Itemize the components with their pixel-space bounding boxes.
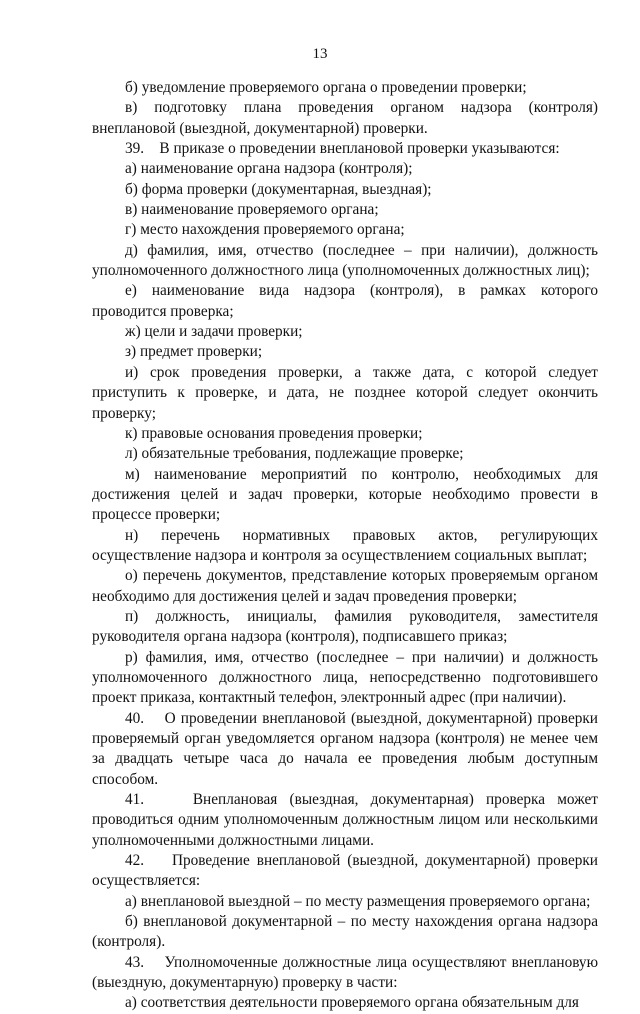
clause-39-item-e: е) наименование вида надзора (контроля), в рамках которого проводится проверка; — [92, 282, 598, 320]
clause-42-item-a: а) внеплановой выездной – по месту размещения проверяемого органа; — [125, 892, 591, 910]
clause-39-item-l: л) обязательные требования, подлежащие проверке; — [125, 445, 464, 463]
clause-43: 43. Уполномоченные должностные лица осуществляют внеплановую (выездную, документарную) проверку в части: — [92, 953, 598, 992]
clause-39-item-n: н) перечень нормативных правовых актов, регулирующих осуществление надзора и контроля за осуществлением социальных выплат; — [92, 526, 598, 564]
clause-39-item-d: д) фамилия, имя, отчество (последнее – при наличии), должность уполномоченного должностного лица (уполномоченных должностных лиц); — [92, 241, 598, 280]
paragraph-b-notification: б) уведомление проверяемого органа о проведении проверки; — [125, 79, 527, 96]
clause-39-item-r: р) фамилия, имя, отчество (последнее – при наличии) и должность уполномоченного должностного лица, непосредственно подготовившего проект приказа, контактный телефон, электронный адрес (при наличии). — [92, 648, 598, 707]
clause-39-item-b: б) форма проверки (документарная, выездная); — [125, 180, 432, 198]
clause-39-item-o: о) перечень документов, представление которых проверяемым органом необходимо для достижения целей и задач проведения проверки; — [92, 567, 598, 605]
clause-39-item-k: к) правовые основания проведения проверки; — [125, 424, 423, 442]
clause-39-item-m: м) наименование мероприятий по контролю, необходимых для достижения целей и задач проверки, которые необходимо провести в процессе проверки; — [92, 465, 598, 524]
clause-39-item-z: з) предмет проверки; — [125, 343, 263, 361]
clause-39-item-p: п) должность, инициалы, фамилия руководителя, заместителя руководителя органа надзора (контроля), подписавшего приказ; — [92, 607, 598, 646]
clause-42: 42. Проведение внеплановой (выездной, документарной) проверки осуществляется: — [92, 852, 598, 890]
clause-39-item-v: в) наименование проверяемого органа; — [125, 201, 379, 219]
clause-42-item-b: б) внеплановой документарной – по месту нахождения органа надзора (контроля). — [92, 913, 598, 951]
page-number: 13 — [312, 46, 328, 62]
clause-43-item-a: а) соответствия деятельности проверяемого органа обязательным для — [125, 994, 579, 1012]
clause-41: 41. Внеплановая (выездная, документарная) проверка может проводиться одним уполномоченным должностным лицом или несколькими уполномоченными должностными лицами. — [92, 791, 598, 849]
clause-39-item-i: и) срок проведения проверки, а также дата, с которой следует приступить к проверке, и дата, не позднее которой следует окончить проверку; — [92, 363, 598, 422]
document-body — [92, 78, 598, 1014]
clause-39-item-zh: ж) цели и задачи проверки; — [125, 323, 303, 341]
clause-39-item-g: г) место нахождения проверяемого органа; — [125, 221, 405, 239]
paragraph-v-plan: в) подготовку плана проведения органом надзора (контроля) внеплановой (выездной, документарной) проверки. — [92, 99, 598, 137]
clause-39-item-a: а) наименование органа надзора (контроля); — [125, 160, 413, 178]
clause-40: 40. О проведении внеплановой (выездной, документарной) проверки проверяемый орган уведомляется органом надзора (контроля) не менее чем за двадцать четыре часа до начала ее проведения любым доступным способом. — [92, 709, 598, 788]
clause-39: 39. В приказе о проведении внеплановой проверки указываются: — [125, 140, 560, 158]
